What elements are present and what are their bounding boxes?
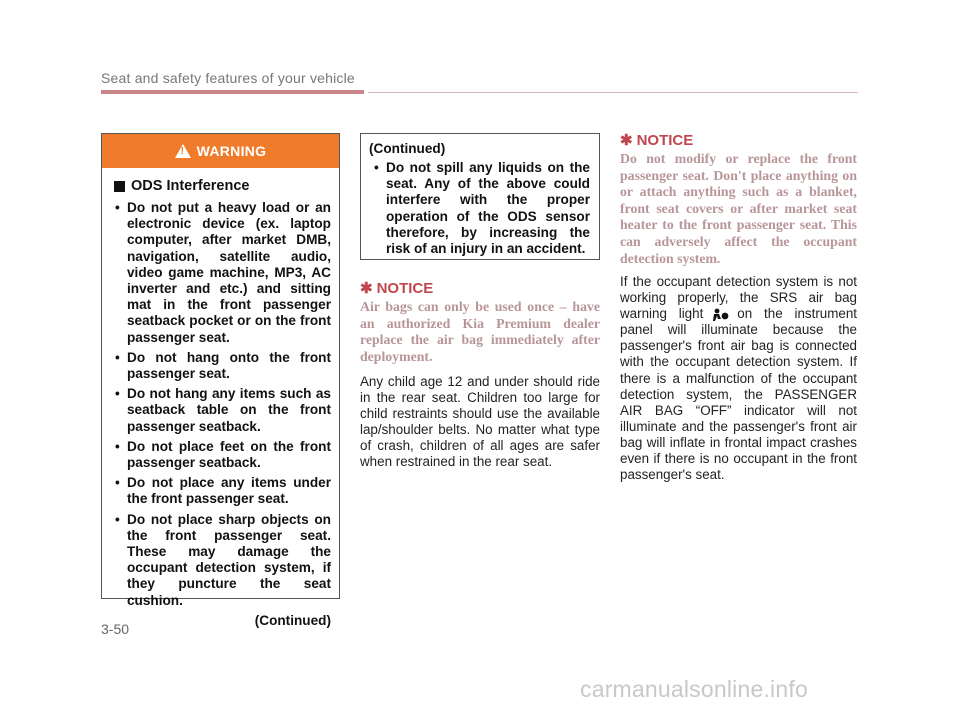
continued-list (369, 160, 590, 257)
section-title: Seat and safety features of your vehicle (101, 70, 355, 86)
warning-heading-text: ODS Interference (131, 178, 250, 194)
warning-header (102, 134, 339, 168)
continued-item: • Do not spill any liquids on the seat. Any of the above could interfere with the proper operation of the ODS sensor therefore, by increasing the risk of an injury in an accident. (369, 160, 590, 257)
header-rule-accent (101, 90, 364, 94)
notice-heading-text: NOTICE (636, 131, 694, 149)
warning-list (110, 200, 331, 609)
header-rule-line (368, 92, 858, 93)
notice-text-2: Do not modify or replace the front passenger seat. Don't place anything on or attach anything such as a blanket, front seat covers or after market seat heater to the front passenger seat. This can adversely affect the occupant detection system. (620, 151, 857, 266)
warning-continued: (Continued) (254, 612, 331, 628)
continued-box (360, 133, 600, 260)
notice-star-icon: ✱ (360, 280, 373, 297)
notice-heading-2 (620, 131, 693, 149)
page-number: 3-50 (101, 621, 130, 637)
warning-triangle-icon (175, 144, 191, 158)
warning-item: • Do not hang onto the front passenger seat. (110, 350, 331, 382)
warning-item: • Do not hang any items such as seatback table on the front passenger seatback. (110, 386, 331, 435)
notice-star-icon: ✱ (620, 132, 633, 149)
warning-item: • Do not place sharp objects on the front passenger seat. These may damage the occupant detection system, if they puncture the seat cushion. (110, 512, 331, 609)
square-bullet-icon (114, 181, 125, 192)
warning-item: • Do not place feet on the front passenger seatback. (110, 439, 331, 471)
warning-item: • Do not place any items under the front passenger seat. (110, 475, 331, 507)
paragraph-2 (620, 274, 857, 483)
warning-item: • Do not put a heavy load or an electronic device (ex. laptop computer, after market DMB, navigation, satellite audio, video game machine, MP3, AC inverter and etc.) and sitting mat in the front passenger seatback pocket or on the front passenger seat. (110, 200, 331, 346)
paragraph-2-start: If the occupant detection system is not working properly, the SRS air bag warning light (620, 274, 857, 322)
notice-heading-1 (360, 279, 433, 297)
airbag-warning-light-icon (709, 308, 731, 322)
notice-heading-text: NOTICE (376, 279, 434, 297)
notice-text-1: Air bags can only be used once – have an authorized Kia Premium dealer replace the air bag immediately after deployment. (360, 299, 600, 364)
paragraph-2-end: on the instrument panel will illuminate because the passenger's front air bag is connected with the occupant detection system. If there is a malfunction of the occupant detection system, the PASSENGER AIR BAG “OFF” indicator will not illuminate and the passenger's front air bag will inflate in frontal impact crashes even if there is no occupant in the front passenger's seat. (620, 306, 857, 483)
watermark-link[interactable]: carmanualsonline.info (580, 676, 808, 702)
paragraph-1: Any child age 12 and under should ride in the rear seat. Children too large for child restraints should use the available lap/shoulder belts. No matter what type of crash, children of all ages are safer when restrained in the rear seat. (360, 374, 600, 470)
continued-label: (Continued) (369, 141, 446, 156)
warning-heading (114, 178, 331, 194)
warning-label: WARNING (196, 143, 267, 159)
warning-box (101, 133, 340, 628)
warning-body (102, 168, 339, 628)
